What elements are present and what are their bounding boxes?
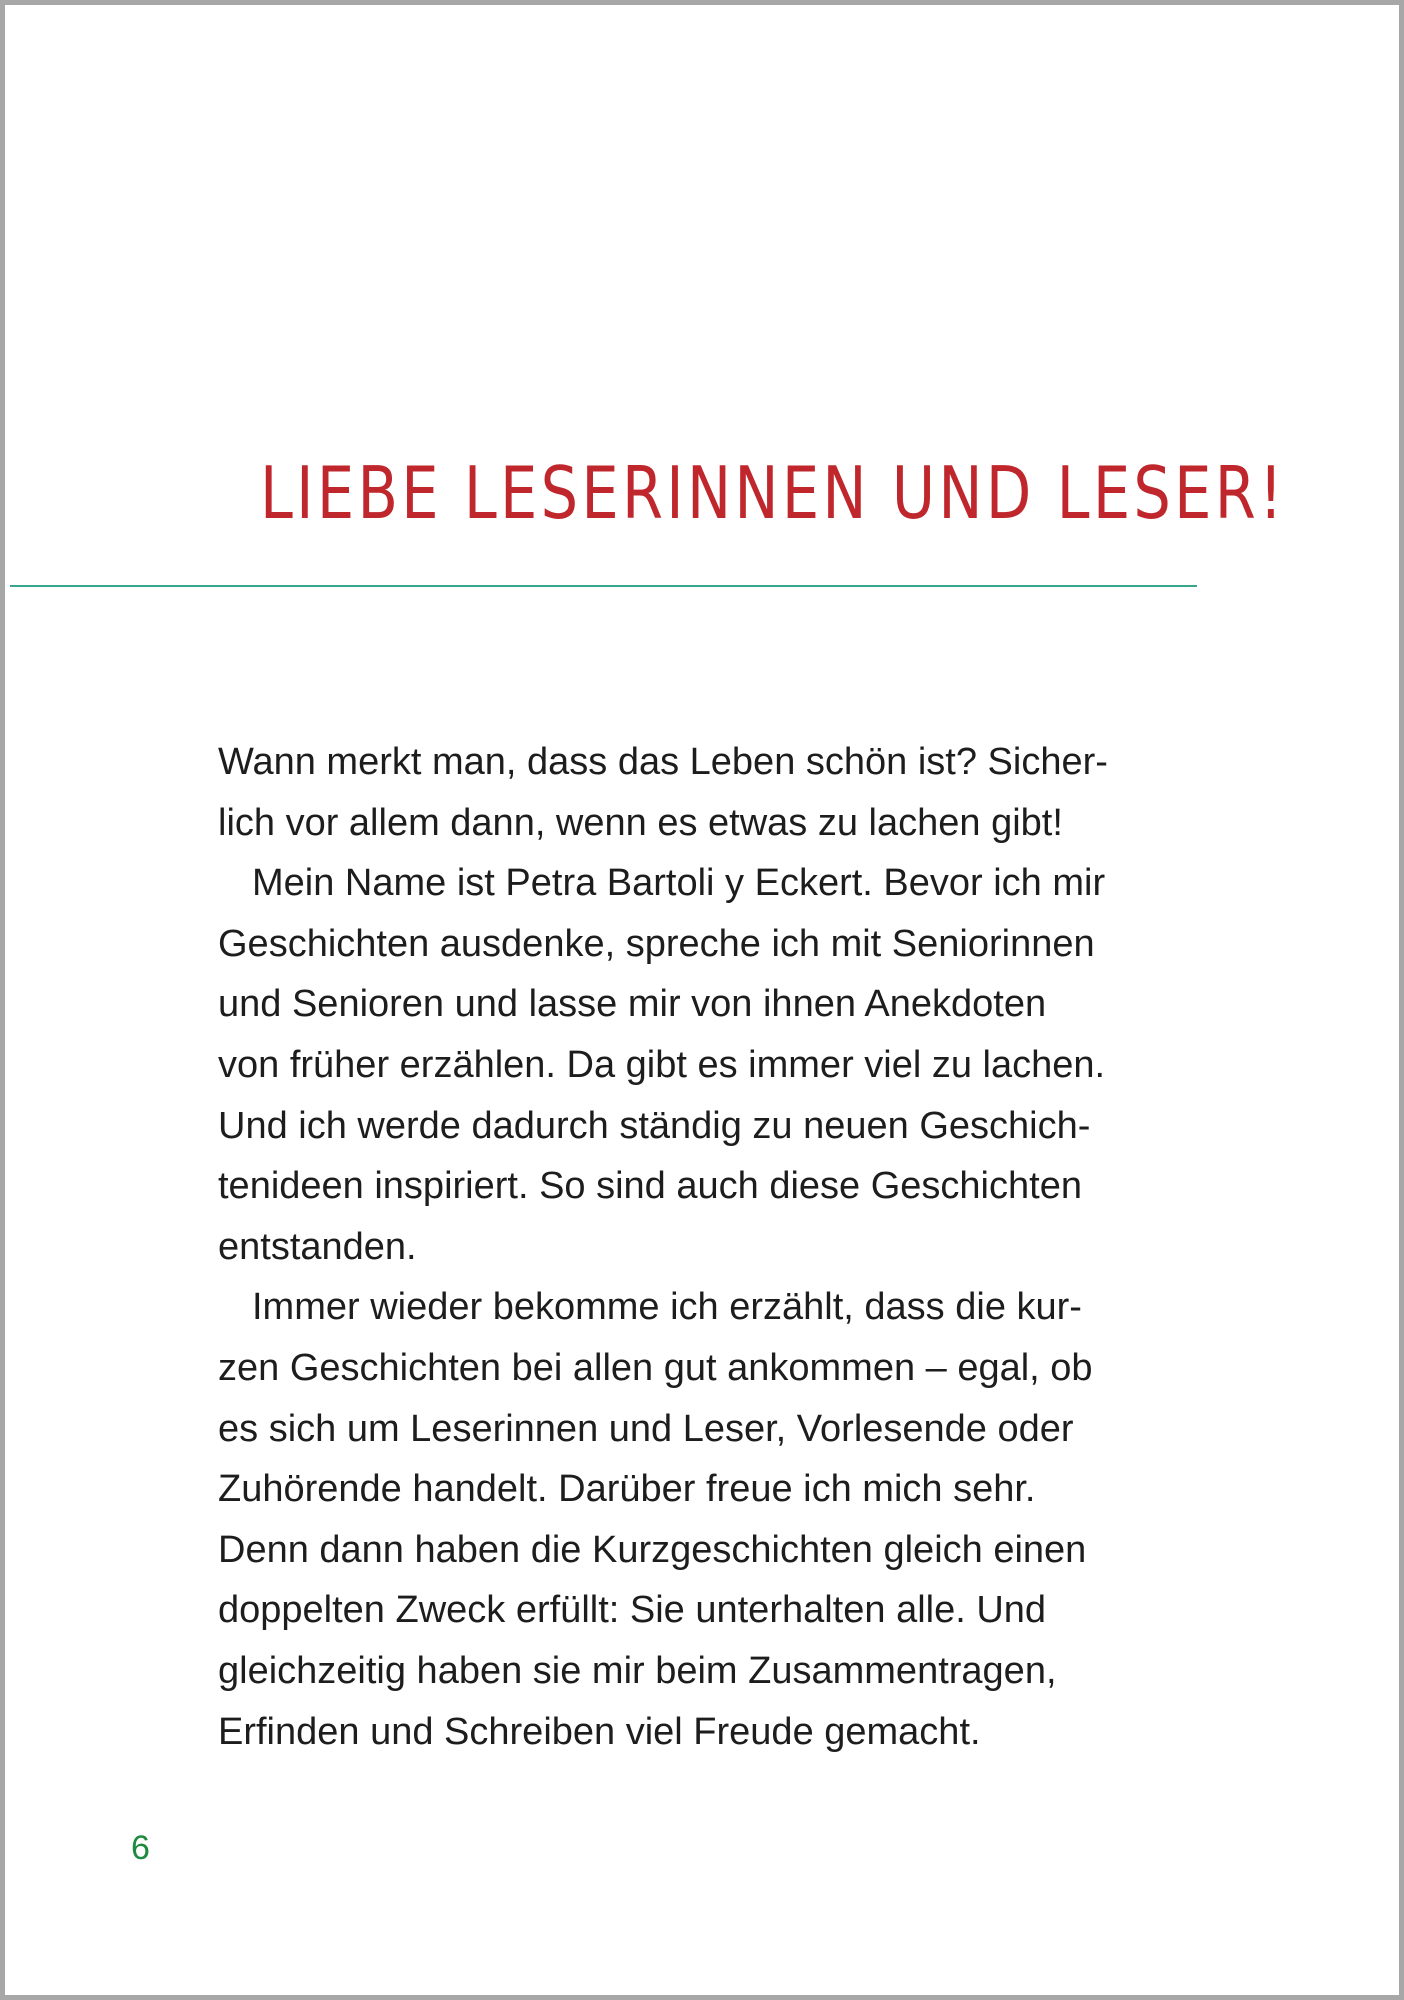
text-line: es sich um Leserinnen und Leser, Vorlesende oder [218, 1407, 1074, 1450]
text-line: zen Geschichten bei allen gut ankommen – egal, ob [218, 1346, 1093, 1389]
text-line: lich vor allem dann, wenn es etwas zu lachen gibt! [218, 801, 1063, 844]
page-number: 6 [131, 1829, 150, 1867]
text-line: entstanden. [218, 1225, 417, 1268]
text-line: tenideen inspiriert. So sind auch diese Geschichten [218, 1165, 1082, 1208]
paragraph [218, 1277, 1218, 1762]
heading-divider [10, 585, 1197, 587]
paragraph [218, 853, 1218, 1277]
paragraph [218, 732, 1218, 853]
text-line: Zuhörende handelt. Darüber freue ich mich sehr. [218, 1468, 1036, 1511]
text-line: und Senioren und lasse mir von ihnen Anekdoten [218, 983, 1047, 1026]
text-line: doppelten Zweck erfüllt: Sie unterhalten alle. Und [218, 1589, 1047, 1632]
text-line: von früher erzählen. Da gibt es immer viel zu lachen. [218, 1043, 1106, 1086]
text-line: Denn dann haben die Kurzgeschichten gleich einen [218, 1528, 1087, 1571]
text-line: Erfinden und Schreiben viel Freude gemacht. [218, 1710, 981, 1753]
text-line: gleichzeitig haben sie mir beim Zusammentragen, [218, 1649, 1057, 1692]
body-text [218, 732, 1218, 1762]
text-line: Mein Name ist Petra Bartoli y Eckert. Bevor ich mir [252, 862, 1106, 905]
text-line: Und ich werde dadurch ständig zu neuen Geschich- [218, 1104, 1091, 1147]
text-line: Geschichten ausdenke, spreche ich mit Seniorinnen [218, 922, 1095, 965]
text-line: Wann merkt man, dass das Leben schön ist? Sicher- [218, 741, 1108, 783]
chapter-heading: LIEBE LESERINNEN UND LESER! [260, 451, 1286, 535]
text-line: Immer wieder bekomme ich erzählt, dass die kur- [252, 1286, 1082, 1329]
